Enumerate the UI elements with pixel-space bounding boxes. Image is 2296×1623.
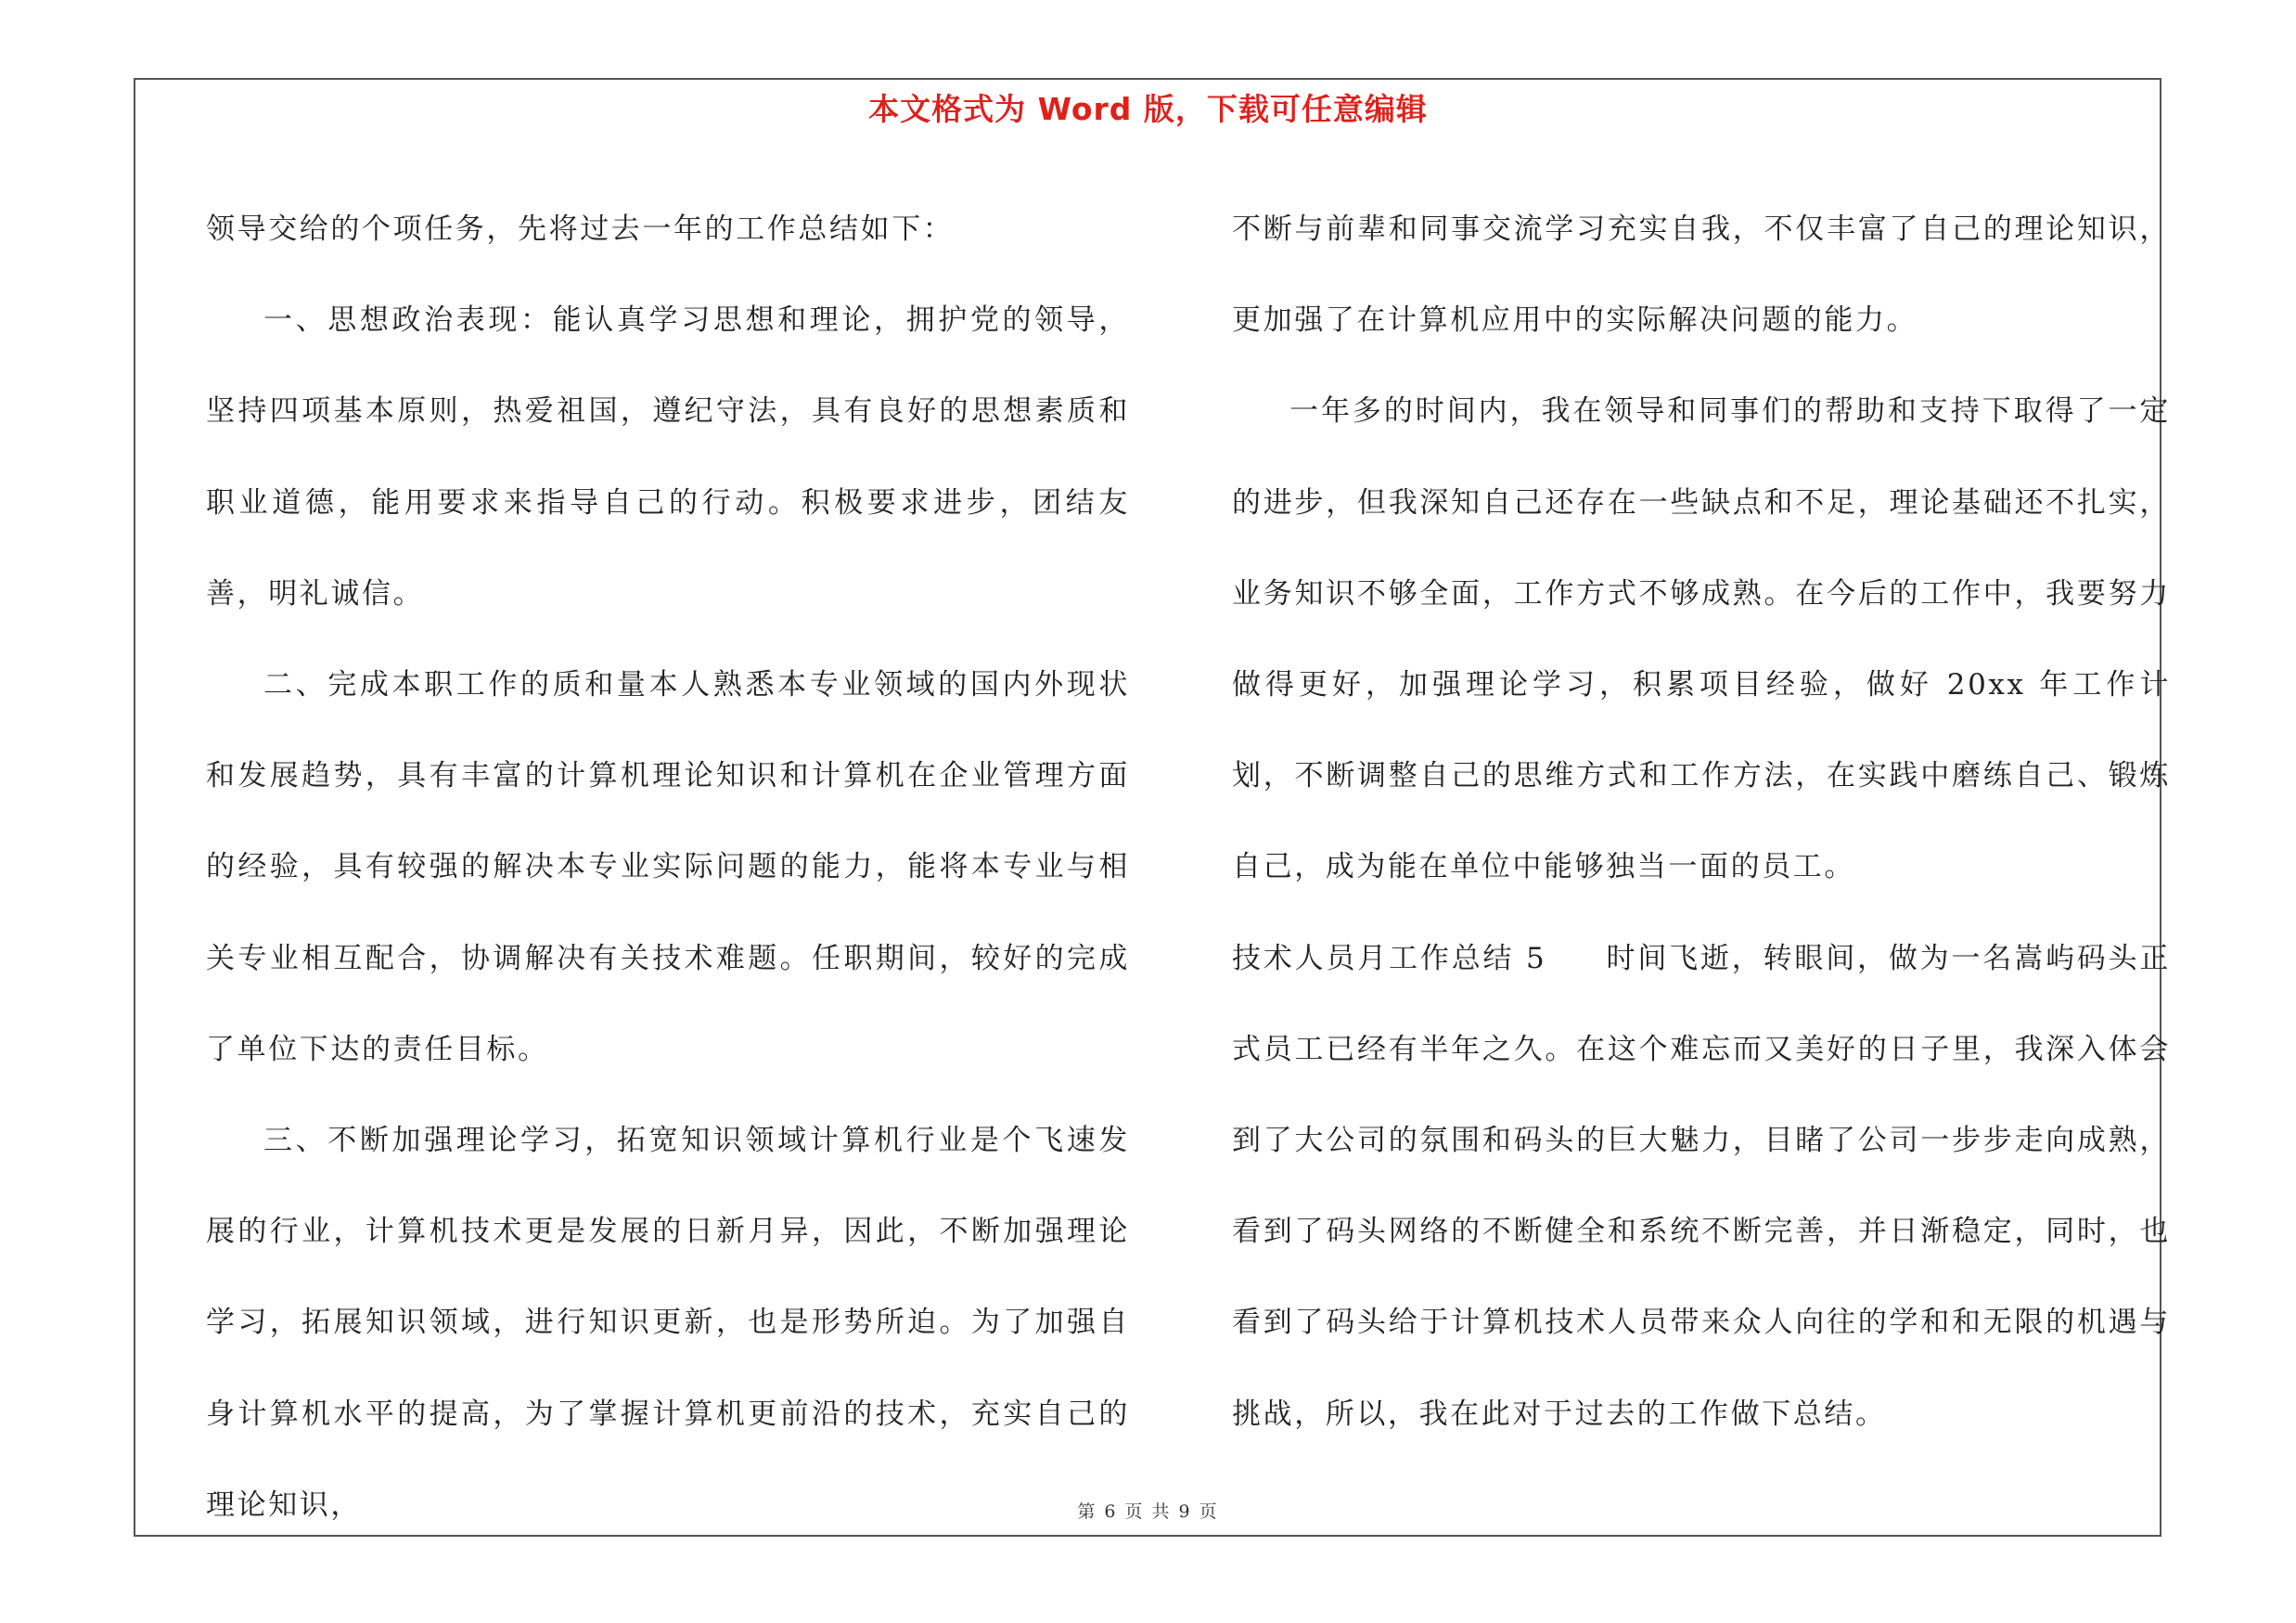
right-column xyxy=(1232,184,2171,1460)
right-paragraph-1: 不断与前辈和同事交流学习充实自我，不仅丰富了自己的理论知识，更加强了在计算机应用中的实际解决问题的能力。 xyxy=(1232,213,2171,338)
left-column xyxy=(206,184,1130,1551)
right-paragraph-3 xyxy=(1232,913,2171,1460)
right-paragraph-2: 一年多的时间内，我在领导和同事们的帮助和支持下取得了一定的进步，但我深知自己还存在一些缺点和不足，理论基础还不扎实，业务知识不够全面，工作方式不够成熟。在今后的工作中，我要努力做得更好，加强理论学习，积累项目经验，做好 20xx 年工作计划，不断调整自己的思维方式和工作方法，在实践中磨练自己、锻炼自己，成为能在单位中能够独当一面的员工。 xyxy=(1232,394,2171,884)
left-paragraph-4: 三、不断加强理论学习，拓宽知识领域计算机行业是个飞速发展的行业，计算机技术更是发展的日新月异，因此，不断加强理论学习，拓展知识领域，进行知识更新，也是形势所迫。为了加强自身计算机水平的提高，为了掌握计算机更前沿的技术，充实自己的理论知识， xyxy=(206,1124,1130,1522)
page-footer: 第 6 页 共 9 页 xyxy=(1077,1501,1219,1522)
section-heading: 技术人员月工作总结 5 xyxy=(1232,941,1547,975)
left-paragraph-1: 领导交给的个项任务，先将过去一年的工作总结如下： xyxy=(206,213,955,246)
left-paragraph-3: 二、完成本职工作的质和量本人熟悉本专业领域的国内外现状和发展趋势，具有丰富的计算机理论知识和计算机在企业管理方面的经验，具有较强的解决本专业实际问题的能力，能将本专业与相关专业相互配合，协调解决有关技术难题。任职期间，较好的完成了单位下达的责任目标。 xyxy=(206,668,1130,1066)
section-body: 时间飞逝，转眼间，做为一名嵩屿码头正式员工已经有半年之久。在这个难忘而又美好的日子里，我深入体会到了大公司的氛围和码头的巨大魅力，目睹了公司一步步走向成熟，看到了码头网络的不断健全和系统不断完善，并日渐稳定，同时，也看到了码头给于计算机技术人员带来众人向往的学和和无限的机遇与挑战，所以，我在此对于过去的工作做下总结。 xyxy=(1232,941,2171,1431)
header-banner: 本文格式为 Word 版，下载可任意编辑 xyxy=(868,91,1428,127)
left-paragraph-2: 一、思想政治表现：能认真学习思想和理论，拥护党的领导，坚持四项基本原则，热爱祖国，遵纪守法，具有良好的思想素质和职业道德，能用要求来指导自己的行动。积极要求进步，团结友善，明礼诚信。 xyxy=(206,303,1130,611)
